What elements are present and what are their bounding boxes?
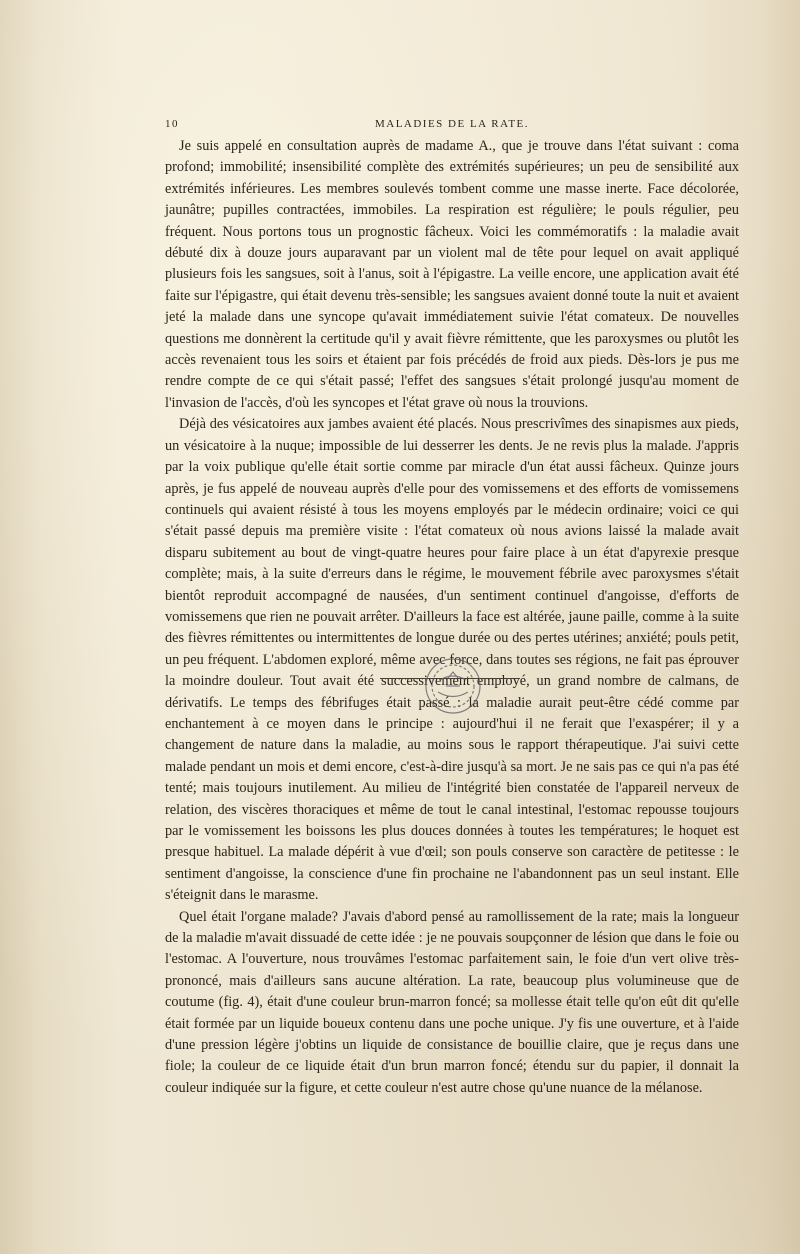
library-stamp-icon xyxy=(418,650,488,720)
paragraph: Quel était l'organe malade? J'avais d'abord pensé au ramollissement de la rate; mais la longueur de la maladie m'avait dissuadé de cette idée : je ne pouvais soupçonner de lésion que dans le foie ou l'estomac. A l'ouverture, nous trouvâmes l'estomac parfaitement sain, le foie d'un vert olive très-prononcé, mais d'ailleurs sans aucune altération. La rate, beaucoup plus volumineuse que de coutume (fig. 4), était d'une couleur brun-marron foncé; sa mollesse était telle qu'on eût dit qu'elle était formée par un liquide boueux contenu dans une poche unique. J'y fis une ouverture, et à l'aide d'une pression légère j'obtins un liquide de consistance de bouillie claire, que je reçus dans une fiole; la couleur de ce liquide était d'un brun marron foncé; étendu sur du papier, il donnait la couleur indiquée sur la figure, et cette couleur n'est autre chose qu'une nuance de la mélanose. xyxy=(165,908,739,1096)
paragraph: Je suis appelé en consultation auprès de madame A., que je trouve dans l'état suivant : coma profond; immobilité; insensibilité complète des extrémités supérieures; un peu de sensibilité aux extrémités inférieures. Les membres soulevés tombent comme une masse inerte. Face décolorée, jaunâtre; pupilles contractées, immobiles. La respiration est régulière; le pouls régulier, peu fréquent. Nous portons tous un prognostic fâcheux. Voici les commémoratifs : la maladie avait débuté dix à douze jours auparavant par un violent mal de tête pour lequel on avait appliqué plusieurs fois les sangsues, soit à l'anus, soit à l'épigastre. La veille encore, une application avait été faite sur l'épigastre, qui était devenu très-sensible; les sangsues avaient donné toute la nuit et avaient jeté la malade dans une syncope qu'avait immédiatement suivie l'état comateux. De nouvelles questions me donnèrent la certitude qu'il y avait fièvre rémittente, que les paroxysmes ou plutôt les accès revenaient tous les soirs et étaient par fois précédés de froid aux pieds. Dès-lors je pus me rendre compte de ce qui s'était passé; l'effet des sangsues s'était prolongé jusqu'au moment de l'invasion de l'accès, d'où les syncopes et l'état grave où nous la trouvions. xyxy=(165,138,739,411)
page-number: 10 xyxy=(165,118,179,130)
body-text xyxy=(165,136,739,1099)
running-title: MALADIES DE LA RATE. xyxy=(374,118,530,130)
paragraph: Déjà des vésicatoires aux jambes avaient été placés. Nous prescrivîmes des sinapismes aux pieds, un vésicatoire à la nuque; impossible de lui desserrer les dents. Je ne revis plus la malade. J'appris par la voix publique qu'elle était sortie comme par miracle d'un état aussi fâcheux. Quinze jours après, je fus appelé de nouveau auprès d'elle pour des vomissemens et des efforts de vomissemens continuels qui avaient résisté à tous les moyens employés par le médecin ordinaire; voici ce qui s'était passé depuis ma première visite : l'état comateux où nous avions laissé la malade avait disparu subitement au bout de vingt-quatre heures pour faire place à un état d'apyrexie presque complète; mais, à la suite d'erreurs dans le régime, le mouvement fébrile avec paroxysmes s'était bientôt reproduit accompagné de nausées, d'un sentiment continuel d'angoisse, d'efforts de vomissemens que rien ne pouvait arrêter. D'ailleurs la face est altérée, jaune paille, comme à la suite des fièvres rémittentes ou intermittentes de longue durée ou des pertes utérines; anxiété; pouls petit, un peu fréquent. L'abdomen exploré, même avec force, dans toutes ses régions, ne fait pas éprouver la moindre douleur. Tout avait été successivement employé, un grand nombre de calmans, de dérivatifs. Le temps des fébrifuges était passé : la maladie aurait peut-être cédé comme par enchantement à ce moyen dans le principe : aujourd'hui il ne ferait que l'exaspérer; il y a changement de nature dans la maladie, au moins sous le rapport thérapeutique. J'ai suivi cette malade pendant un mois et demi encore, c'est-à-dire jusqu'à sa mort. Je ne sais pas ce qui n'a pas été tenté; mais toujours inutilement. Au milieu de l'intégrité bien constatée de l'appareil nerveux de relation, des viscères thoraciques et même de tout le canal intestinal, l'estomac repousse toujours par le vomissement les boissons les plus douces données à toutes les températures; le hoquet est presque habituel. La malade dépérit à vue d'œil; son pouls conserve son caractère de petitesse : le sentiment d'angoisse, la conscience d'une fin prochaine ne l'abandonnent pas un seul instant. Elle s'éteignit dans le marasme. xyxy=(165,416,739,904)
page-header xyxy=(165,118,739,134)
